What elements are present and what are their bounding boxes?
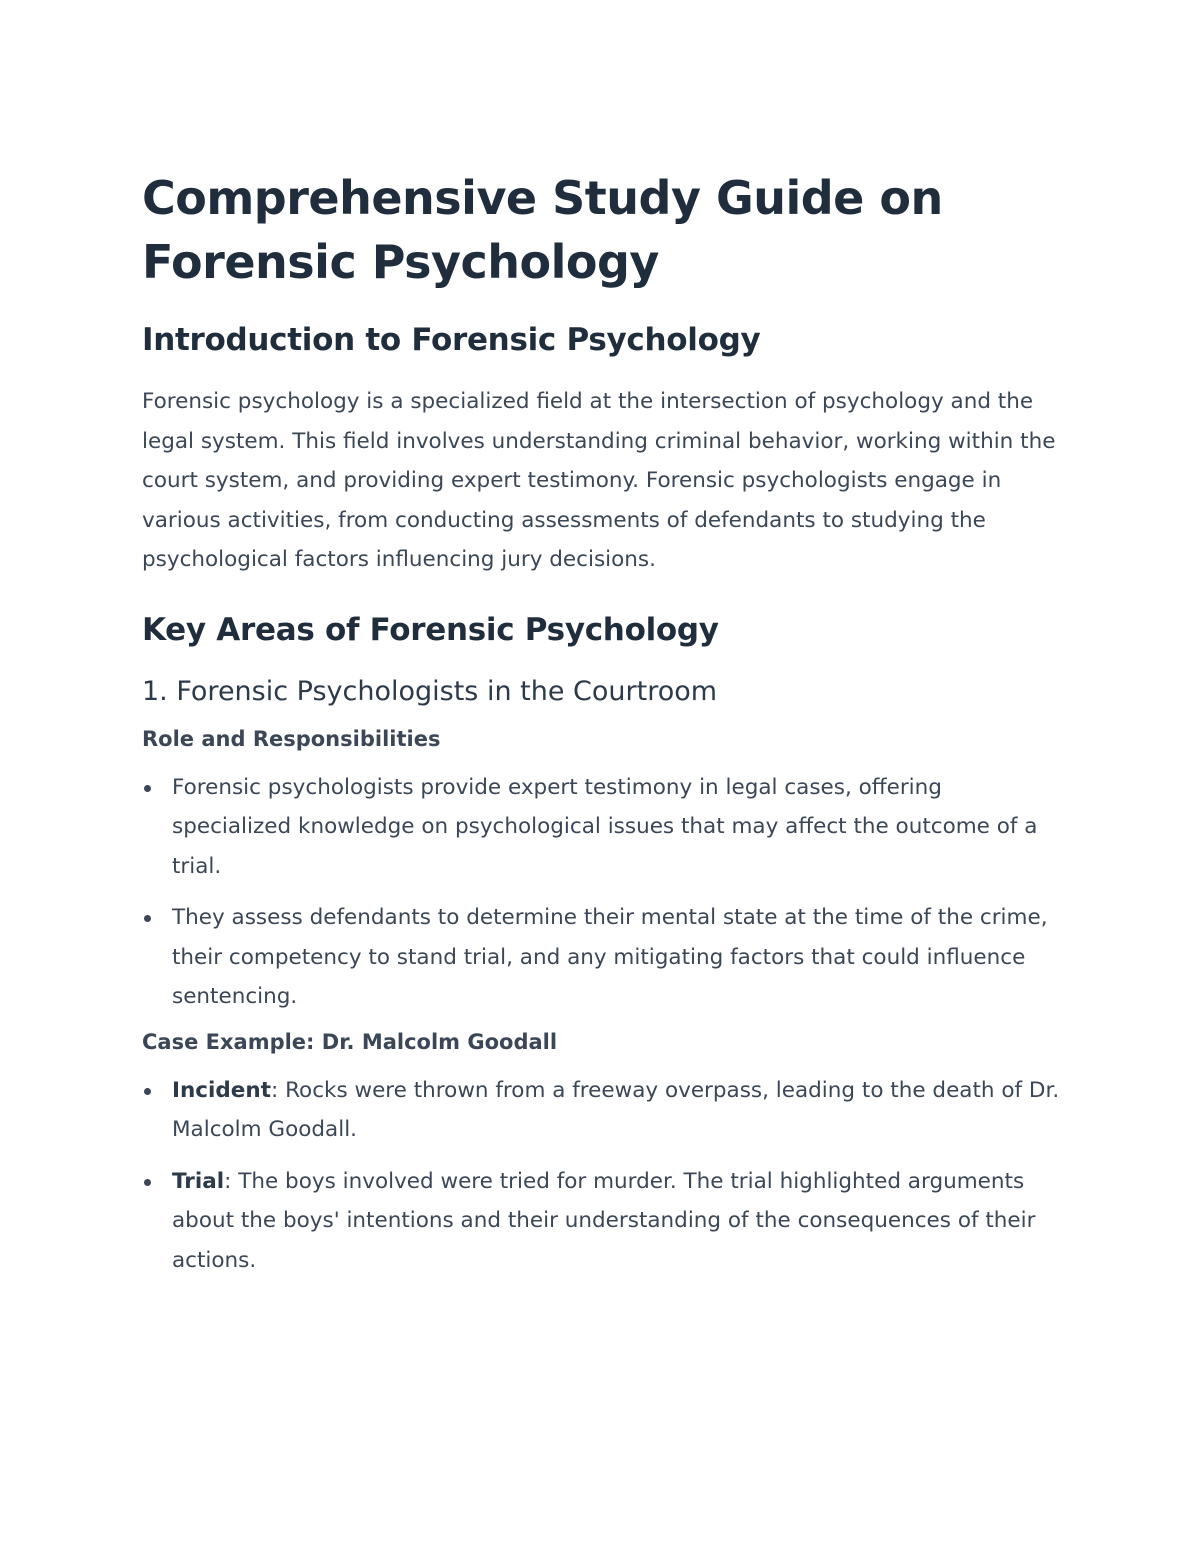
key-areas-heading: Key Areas of Forensic Psychology [142,611,719,648]
document-title: Comprehensive Study Guide on Forensic Psychology [142,171,943,289]
case-example-heading: Case Example: Dr. Malcolm Goodall [142,1029,558,1054]
trial-colon: : [224,1168,239,1194]
incident-label: Incident [172,1077,271,1103]
incident-colon: : [270,1077,286,1103]
role-list [142,768,1062,1017]
intro-heading: Introduction to Forensic Psychology [142,322,761,358]
intro-paragraph: Forensic psychology is a specialized field at the intersection of psychology and the legal system. This field involves understanding criminal behavior, working within the court system, and providing expert testimony. Forensic psychologists engage in various activities, from conducting assessments of defendants to studying the psychological factors influencing jury decisions. [142,389,1056,572]
incident-text: Rocks were thrown from a freeway overpass, leading to the death of Dr. Malcolm Goodall. [172,1077,1060,1142]
list-item [142,1162,1062,1281]
list-item: Forensic psychologists provide expert testimony in legal cases, offering specialized knowledge on psychological issues that may affect the outcome of a trial. [142,768,1062,887]
list-item: They assess defendants to determine their mental state at the time of the crime, their competency to stand trial, and any mitigating factors that could influence sentencing. [142,898,1062,1017]
role-responsibilities-heading: Role and Responsibilities [142,726,441,751]
list-item [142,1071,1062,1150]
case-list [142,1071,1062,1281]
document-page [142,166,1062,1280]
courtroom-section-heading: 1. Forensic Psychologists in the Courtroom [142,675,718,707]
trial-label: Trial [172,1168,225,1194]
trial-text: The boys involved were tried for murder. The trial highlighted arguments about the boys' intentions and their understanding of the consequences of their actions. [172,1168,1036,1273]
